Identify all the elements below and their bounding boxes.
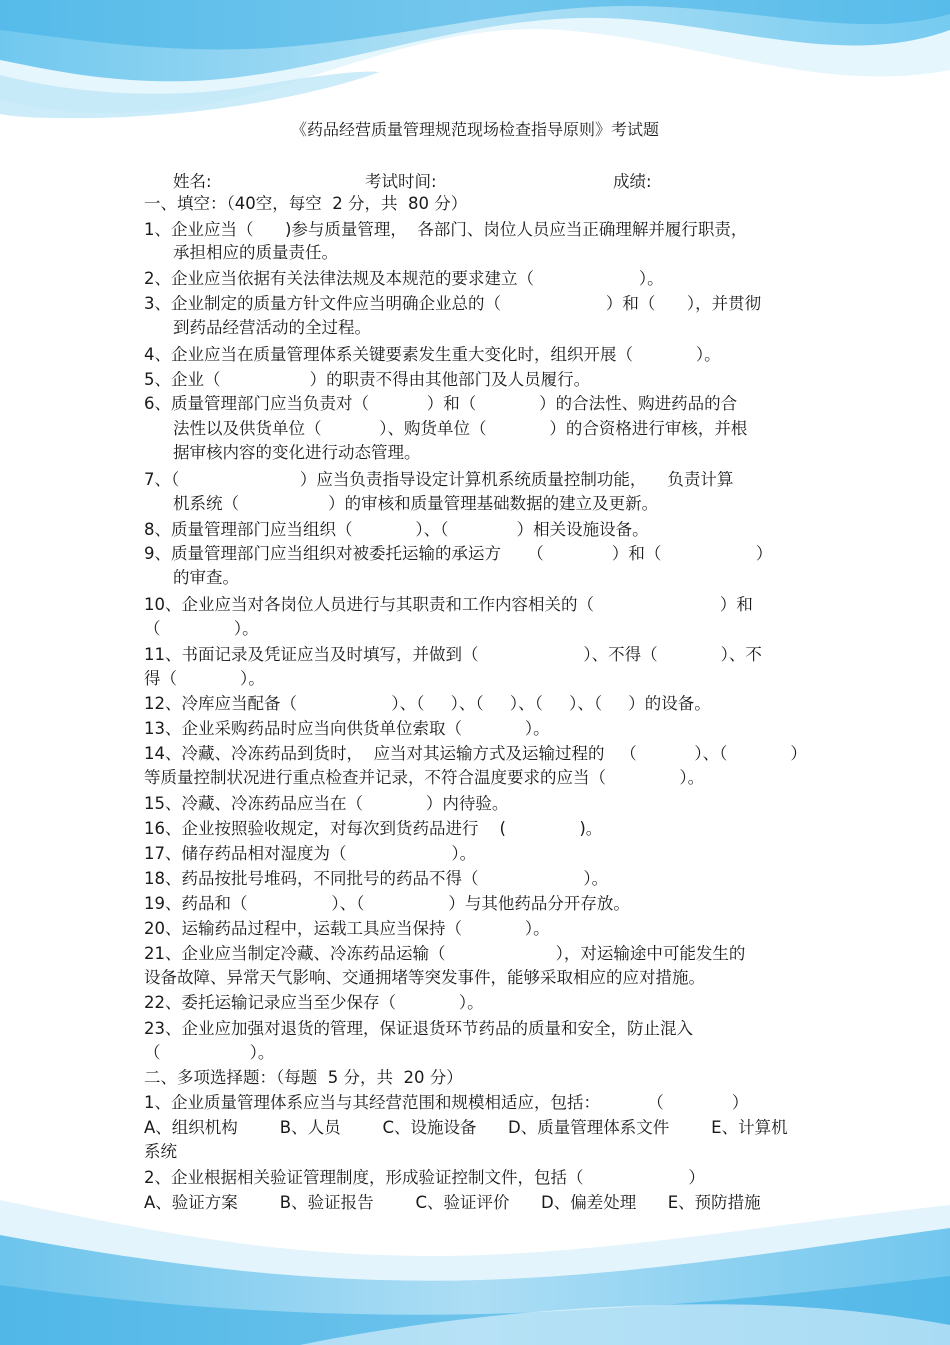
question-line: 法性以及供货单位（ ）、购货单位（ ）的合资格进行审核，并根 — [173, 419, 748, 438]
question-line: 17、储存药品相对湿度为（ ）。 — [144, 844, 477, 863]
question-line: 14、冷藏、冷冻药品到货时， 应当对其运输方式及运输过程的 （ ）、（ ） — [144, 744, 807, 763]
question-line: 9、质量管理部门应当组织对被委托运输的承运方 （ ）和（ ） — [144, 544, 773, 563]
question-line: 18、药品按批号堆码，不同批号的药品不得（ ）。 — [144, 869, 609, 888]
question-line: 22、委托运输记录应当至少保存（ ）。 — [144, 993, 484, 1012]
question-line: 2、企业应当依据有关法律法规及本规范的要求建立（ ）。 — [144, 269, 664, 288]
score-label: 成绩: — [613, 172, 652, 191]
question-line: 得（ ）。 — [144, 669, 265, 688]
question-line: 11、书面记录及凭证应当及时填写，并做到（ ）、不得（ ）、不 — [144, 645, 762, 664]
answer-options-line: A、组织机构 B、人员 C、设施设备 D、质量管理体系文件 E、计算机 — [144, 1118, 788, 1137]
section-fill-in-heading: 一、填空：（40空，每空 2 分，共 80 分） — [144, 194, 468, 213]
exam-time-label: 考试时间: — [365, 172, 437, 191]
document-title: 《药品经营质量管理规范现场检查指导原则》考试题 — [290, 120, 659, 139]
question-line: 等质量控制状况进行重点检查并记录，不符合温度要求的应当（ ）。 — [144, 768, 705, 787]
question-line: （ ）。 — [144, 619, 259, 638]
question-line: 设备故障、异常天气影响、交通拥堵等突发事件，能够采取相应的应对措施。 — [144, 968, 705, 987]
question-line: 8、质量管理部门应当组织（ ）、（ ）相关设施设备。 — [144, 520, 649, 539]
section-multiple-choice-heading: 二、多项选择题：（每题 5 分，共 20 分） — [144, 1068, 463, 1087]
question-line: 的审查。 — [173, 568, 239, 587]
question-line: 4、企业应当在质量管理体系关键要素发生重大变化时，组织开展（ ）。 — [144, 345, 721, 364]
question-line: 23、企业应加强对退货的管理，保证退货环节药品的质量和安全，防止混入 — [144, 1019, 693, 1038]
question-line: 20、运输药品过程中，运载工具应当保持（ ）。 — [144, 919, 550, 938]
question-line: 3、企业制定的质量方针文件应当明确企业总的（ ）和（ ），并贯彻 — [144, 294, 762, 313]
name-label: 姓名: — [173, 172, 212, 191]
question-line: 到药品经营活动的全过程。 — [173, 318, 371, 337]
question-line: 13、企业采购药品时应当向供货单位索取（ ）。 — [144, 719, 550, 738]
question-line: 19、药品和（ ）、（ ）与其他药品分开存放。 — [144, 894, 630, 913]
question-line: 机系统（ ）的审核和质量管理基础数据的建立及更新。 — [173, 494, 659, 513]
question-line: 2、企业根据相关验证管理制度，形成验证控制文件，包括（ ） — [144, 1168, 705, 1187]
question-line: （ ）。 — [144, 1043, 275, 1062]
question-line: 承担相应的质量责任。 — [173, 243, 338, 262]
question-line: 1、企业应当（ )参与质量管理， 各部门、岗位人员应当正确理解并履行职责， — [144, 220, 748, 239]
question-line: 据审核内容的变化进行动态管理。 — [173, 443, 421, 462]
answer-options-line: A、验证方案 B、验证报告 C、验证评价 D、偏差处理 E、预防措施 — [144, 1193, 761, 1212]
question-line: 12、冷库应当配备（ ）、（ ）、（ ）、（ ）、（ ）的设备。 — [144, 694, 711, 713]
question-line: 15、冷藏、冷冻药品应当在（ ）内待验。 — [144, 794, 509, 813]
question-line: 6、质量管理部门应当负责对（ ）和（ ）的合法性、购进药品的合 — [144, 394, 738, 413]
question-line: 7、（ ）应当负责指导设定计算机系统质量控制功能， 负责计算 — [144, 470, 734, 489]
question-line: 10、企业应当对各岗位人员进行与其职责和工作内容相关的（ ）和 — [144, 595, 753, 614]
question-line: 5、企业（ ）的职责不得由其他部门及人员履行。 — [144, 370, 591, 389]
question-line: 16、企业按照验收规定，对每次到货药品进行 ( )。 — [144, 819, 603, 838]
question-line: 1、企业质量管理体系应当与其经营范围和规模相适应，包括： （ ） — [144, 1093, 749, 1112]
answer-options-line: 系统 — [144, 1142, 177, 1161]
question-line: 21、企业应当制定冷藏、冷冻药品运输（ ），对运输途中可能发生的 — [144, 944, 746, 963]
